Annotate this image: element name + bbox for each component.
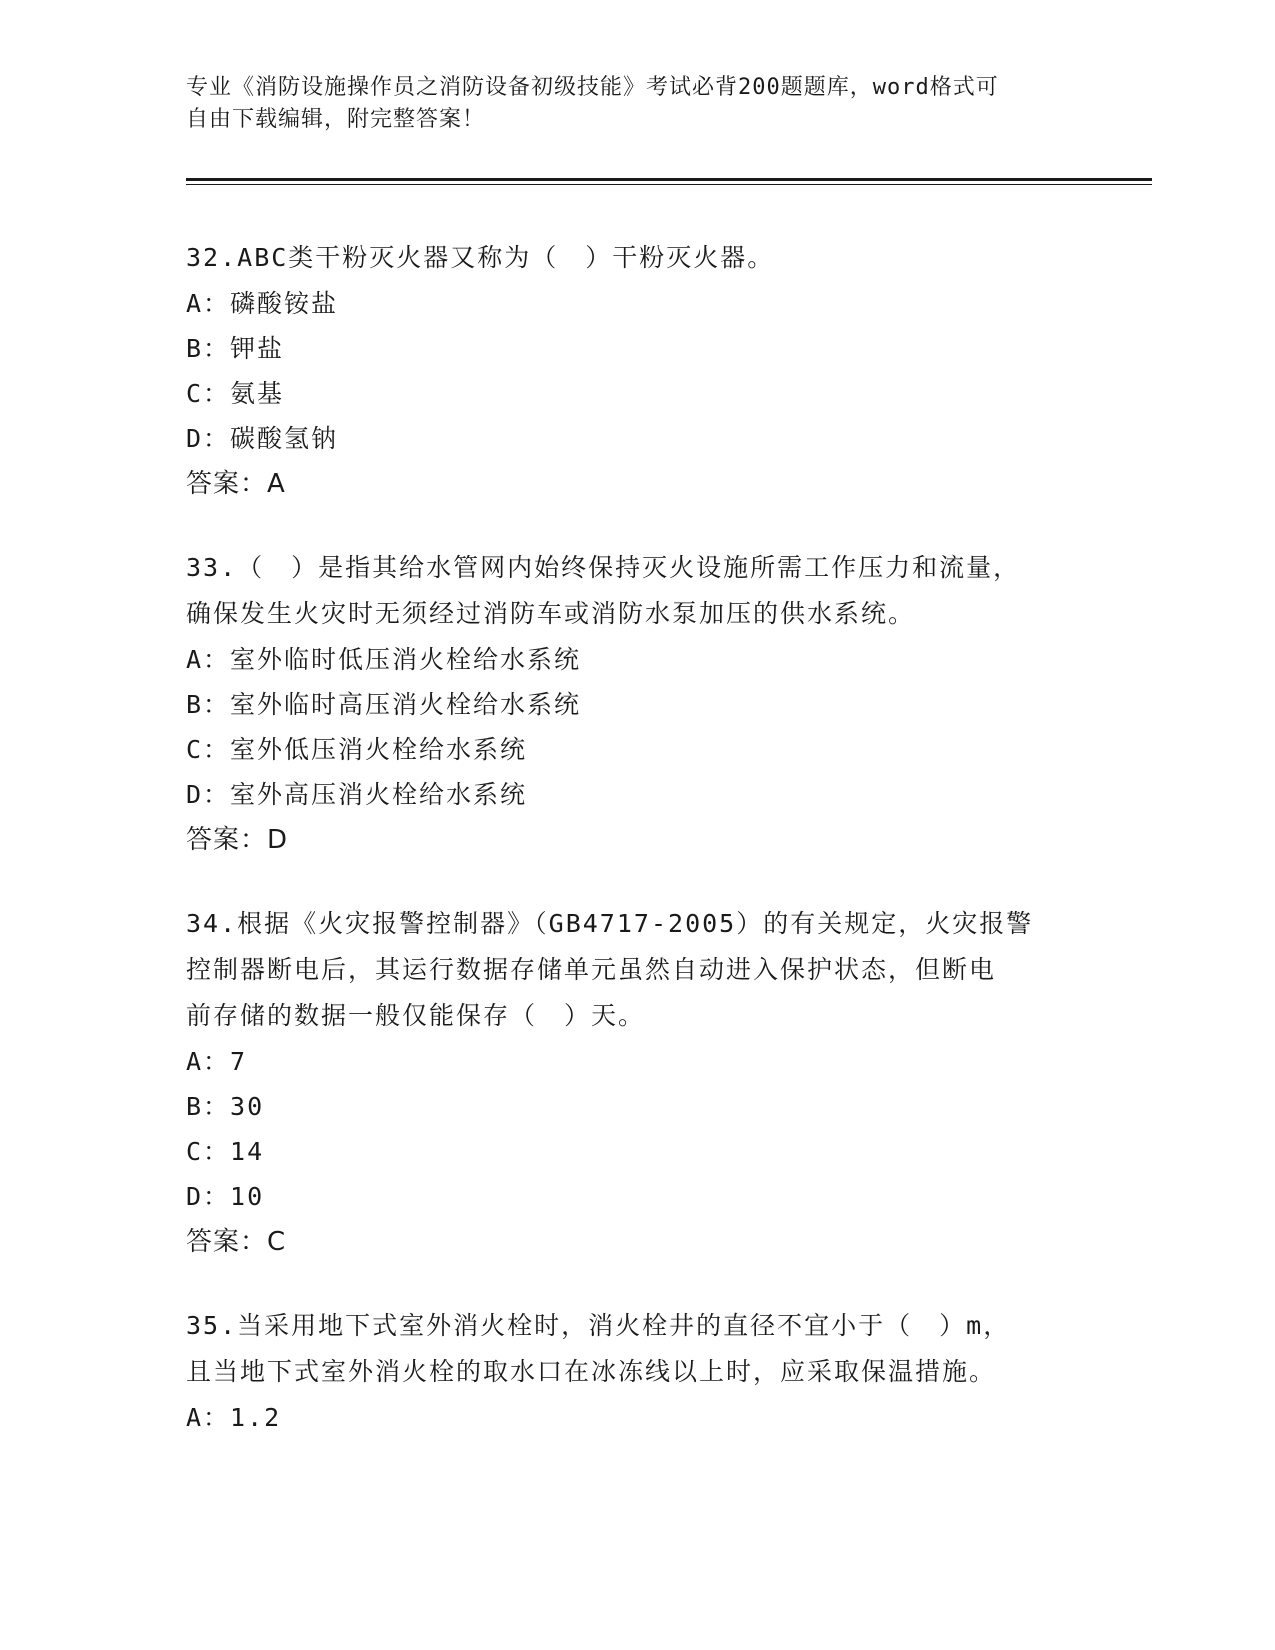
stem-line: 控制器断电后，其运行数据存储单元虽然自动进入保护状态，但断电 <box>186 955 997 984</box>
stem-line: 前存储的数据一般仅能保存（ ）天。 <box>186 1001 646 1030</box>
document-header <box>186 72 1066 136</box>
stem-line: 且当地下式室外消火栓的取水口在冰冻线以上时，应采取保温措施。 <box>186 1357 997 1386</box>
question-stem <box>186 235 1086 281</box>
answer-label: 答案：A <box>186 469 286 499</box>
option-a: A：7 <box>186 1047 248 1076</box>
answer-label: 答案：D <box>186 825 289 855</box>
question-stem <box>186 1303 1086 1395</box>
question-list <box>186 235 1086 1477</box>
option-d: D：碳酸氢钠 <box>186 424 339 453</box>
stem-line: 34.根据《火灾报警控制器》（GB4717-2005）的有关规定，火灾报警 <box>186 909 1034 938</box>
question-32 <box>186 235 1086 508</box>
header-divider-thick <box>186 178 1152 181</box>
header-line-2: 自由下载编辑，附完整答案！ <box>186 107 486 132</box>
option-c: C：14 <box>186 1137 265 1166</box>
stem-line: 确保发生火灾时无须经过消防车或消防水泵加压的供水系统。 <box>186 599 916 628</box>
option-b: B：室外临时高压消火栓给水系统 <box>186 690 582 719</box>
answer-label: 答案：C <box>186 1227 287 1257</box>
header-line-1: 专业《消防设施操作员之消防设备初级技能》考试必背200题题库，word格式可 <box>186 75 999 100</box>
option-c: C：氨基 <box>186 379 285 408</box>
stem-line: 35.当采用地下式室外消火栓时，消火栓井的直径不宜小于（ ）m， <box>186 1311 1011 1340</box>
option-a: A：室外临时低压消火栓给水系统 <box>186 645 582 674</box>
question-stem <box>186 901 1086 1039</box>
stem-line: 33.（ ）是指其给水管网内始终保持灭火设施所需工作压力和流量， <box>186 553 1021 582</box>
option-d: D：10 <box>186 1182 265 1211</box>
option-b: B：30 <box>186 1092 265 1121</box>
question-stem <box>186 545 1086 637</box>
header-divider-thin <box>186 184 1152 185</box>
option-b: B：钾盐 <box>186 334 285 363</box>
question-33 <box>186 545 1086 864</box>
stem-line: 32.ABC类干粉灭火器又称为（ ）干粉灭火器。 <box>186 243 775 272</box>
option-a: A：1.2 <box>186 1403 282 1432</box>
question-35 <box>186 1303 1086 1440</box>
option-c: C：室外低压消火栓给水系统 <box>186 735 528 764</box>
option-a: A：磷酸铵盐 <box>186 289 339 318</box>
question-34 <box>186 901 1086 1266</box>
option-d: D：室外高压消火栓给水系统 <box>186 780 528 809</box>
